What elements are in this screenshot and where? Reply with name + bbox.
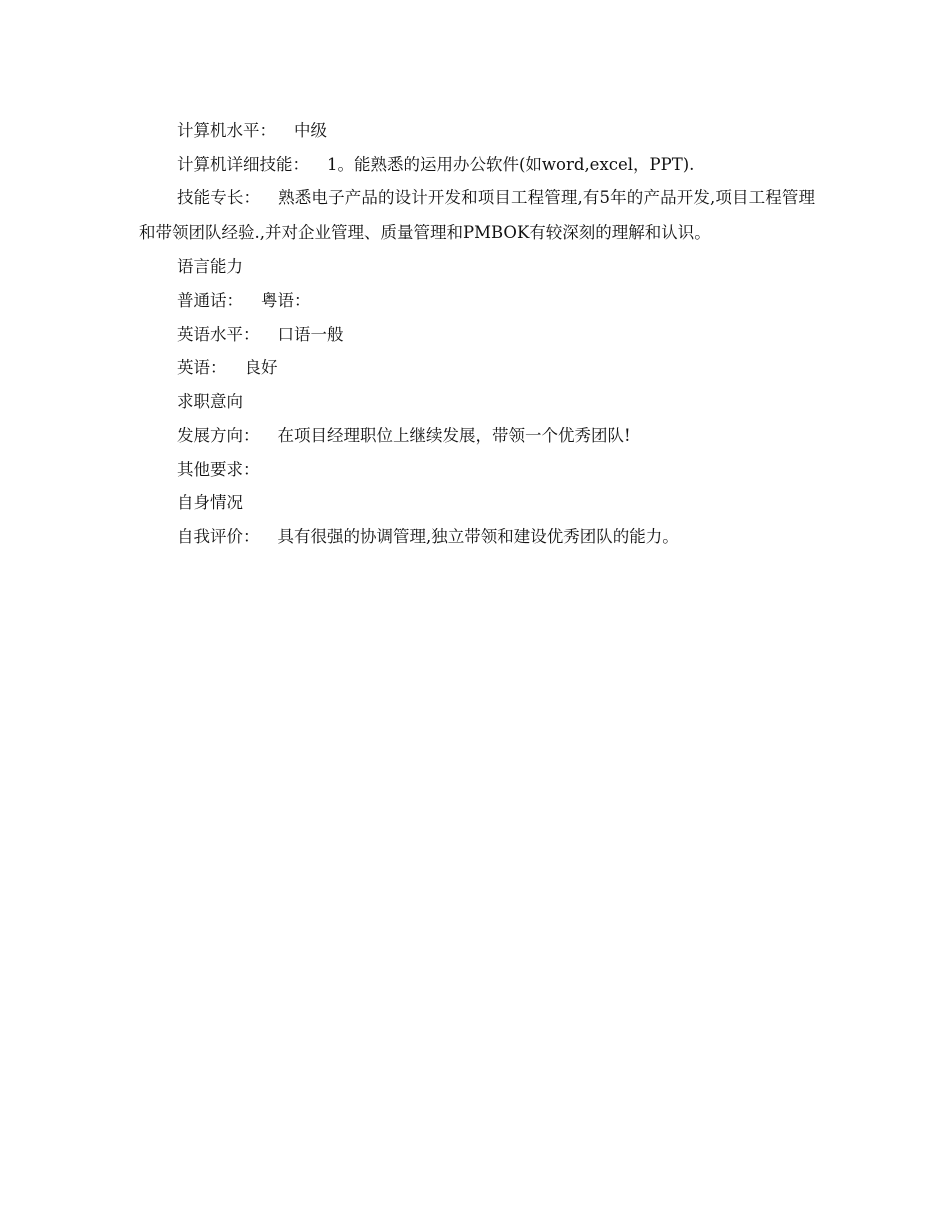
other-requirements-line <box>139 453 815 487</box>
computer-level-value: 中级 <box>294 121 327 140</box>
english-value: 良好 <box>244 358 278 378</box>
self-evaluation-line <box>139 520 815 554</box>
mandarin-line <box>139 284 815 318</box>
development-value: 在项目经理职位上继续发展，带领一个优秀团队! <box>277 425 631 445</box>
job-intention-section-heading: 求职意向 <box>177 392 243 412</box>
other-requirements-label: 其他要求： <box>177 459 260 479</box>
computer-level-label: 计算机水平： <box>177 121 276 140</box>
skill-specialty-label: 技能专长： <box>177 188 261 208</box>
development-label: 发展方向： <box>177 425 260 445</box>
english-level-line <box>139 318 815 352</box>
english-line <box>139 351 815 385</box>
language-section-heading: 语言能力 <box>177 257 243 277</box>
computer-skills-value: 1。能熟悉的运用办公软件(如word,excel，PPT). <box>327 154 695 174</box>
mandarin-value: 粤语： <box>261 291 311 311</box>
mandarin-label: 普通话： <box>177 291 243 311</box>
skill-specialty-paragraph <box>139 181 815 250</box>
self-evaluation-value: 具有很强的协调管理,独立带领和建设优秀团队的能力。 <box>277 526 679 546</box>
resume-content <box>139 114 815 554</box>
english-label: 英语： <box>177 358 227 378</box>
computer-level-line <box>139 114 815 148</box>
development-line <box>139 419 815 453</box>
self-section-heading: 自身情况 <box>177 493 243 513</box>
computer-skills-line <box>139 148 815 182</box>
english-level-value: 口语一般 <box>277 324 344 344</box>
computer-skills-label: 计算机详细技能： <box>177 154 309 174</box>
english-level-label: 英语水平： <box>177 324 260 344</box>
skill-specialty-value: 熟悉电子产品的设计开发和项目工程管理,有5年的产品开发,项目工程管理和带领团队经验.,并对企业管理、质量管理和PMBOK有较深刻的理解和认识。 <box>139 188 816 242</box>
self-evaluation-label: 自我评价： <box>177 526 260 546</box>
